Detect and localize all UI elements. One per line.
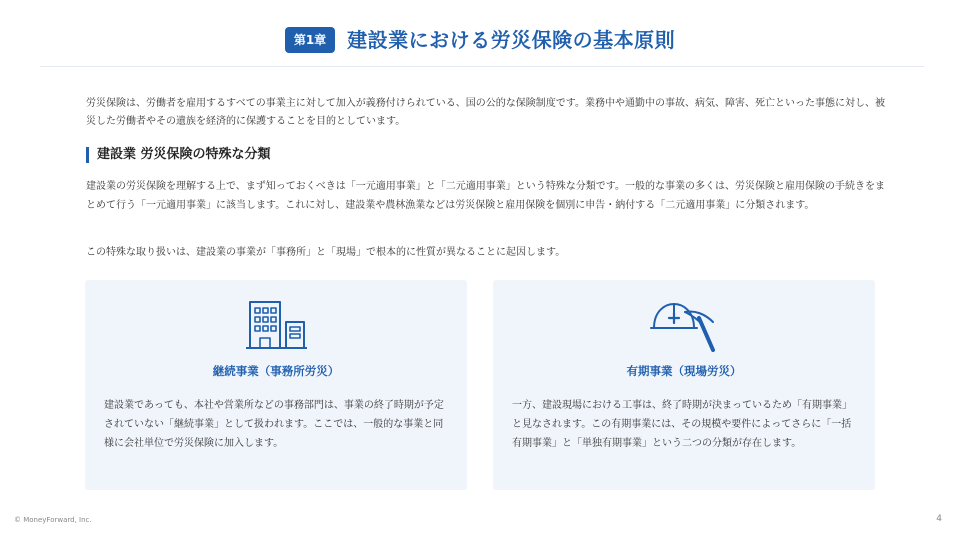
fixed-term-business-card: [493, 280, 875, 490]
continuous-business-card: [85, 280, 467, 490]
intro-paragraph: 労災保険は、労働者を雇用するすべての事業主に対して加入が義務付けられている、国の公的な保険制度です。業務中や通勤中の事故、病気、障害、死亡といった事態に対し、被災した労働者やその遺族を経済的に保護することを目的としています。: [86, 98, 885, 127]
section-paragraph-2: この特殊な取り扱いは、建設業の事業が「事務所」と「現場」で根本的に性質が異なることに起因します。: [86, 247, 566, 258]
section-accent-bar: [86, 147, 89, 163]
card-title: 有期事業（現場労災）: [626, 364, 742, 378]
page-title: 建設業における労災保険の基本原則: [347, 28, 676, 52]
card-body: 建設業であっても、本社や営業所などの事務部門は、事業の終了時期が予定されていない「継続事業」として扱われます。ここでは、一般的な事業と同様に会社単位で労災保険に加入します。: [104, 400, 444, 449]
office-building-icon: [241, 298, 311, 354]
slide-header: [0, 26, 960, 54]
card-title: 継続事業（事務所労災）: [212, 364, 340, 378]
section-heading: [86, 146, 271, 164]
section-paragraph-1: 建設業の労災保険を理解する上で、まず知っておくべきは「一元適用事業」と「二元適用事業」という特殊な分類です。一般的な事業の多くは、労災保険と雇用保険の手続きをまとめて行う「一元適用事業」に該当します。これに対し、建設業や農林漁業などは労災保険と雇用保険を個別に申告・納付する「二元適用事業」に分類されます。: [86, 181, 885, 211]
header-divider: [40, 66, 924, 67]
card-body: 一方、建設現場における工事は、終了時期が決まっているため「有期事業」と見なされます。この有期事業には、その規模や要件によってさらに「一括有期事業」と「単独有期事業」という二つの分類が存在します。: [512, 400, 852, 449]
section-title: 建設業 労災保険の特殊な分類: [97, 147, 271, 162]
helmet-pickaxe-icon: [649, 298, 719, 354]
chapter-badge: 第1章: [285, 27, 335, 53]
page-number: 4: [936, 514, 942, 524]
footer-copyright: © MoneyForward, Inc.: [14, 516, 92, 524]
